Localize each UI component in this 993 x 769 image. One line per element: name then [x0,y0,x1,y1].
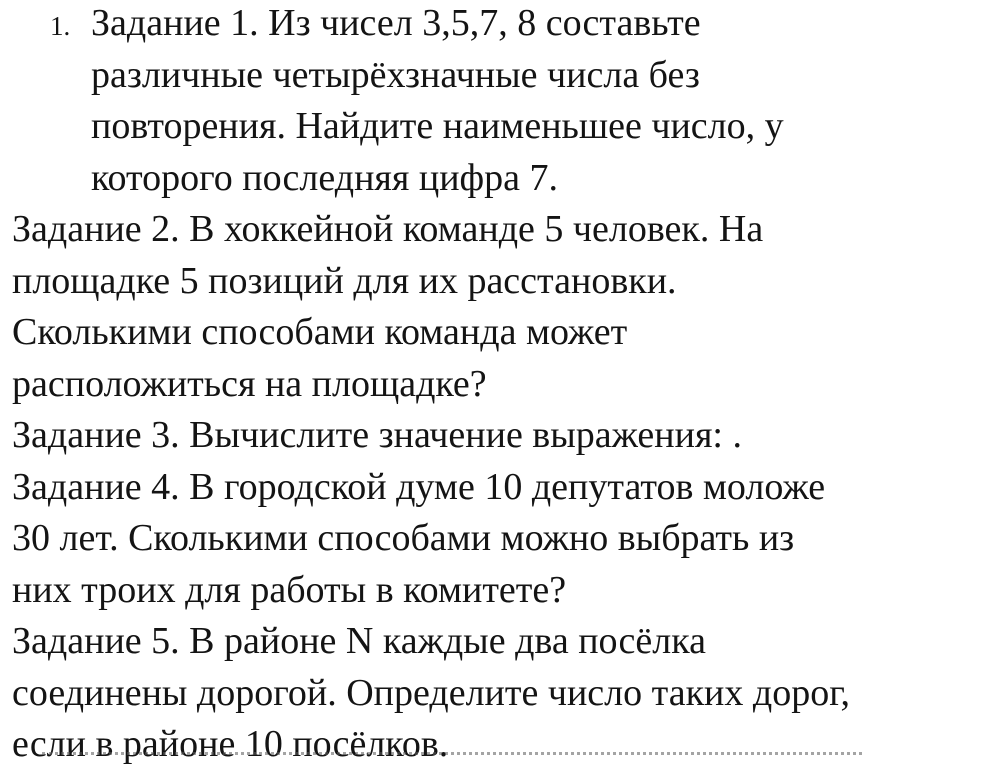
task-4-line-1: Задание 4. В городской думе 10 депутатов моложе [12,465,826,508]
task-1-item [50,0,980,204]
task-2-line-3: Сколькими способами команда может [12,311,628,353]
task-5-line-3: если в районе 10 посёлков. [12,723,449,765]
task-1-line-1: Задание 1. Из чисел 3,5,7, 8 составьте [91,2,701,44]
task-1-line-4: которого последняя цифра 7. [91,156,559,199]
task-1-line-3: повторения. Найдите наименьшее число, у [91,105,784,147]
tasks-2-5-text [12,204,987,769]
task-4-line-2: 30 лет. Сколькими способами можно выбрать из [12,517,795,559]
task-1-line-2: различные четырёхзначные числа без [91,53,700,96]
task-5-line-2: соединены дорогой. Определите число таких дорог, [12,671,851,714]
task-2-line-2: площадке 5 позиций для их расстановки. [12,259,677,302]
task-2-line-4: расположиться на площадке? [12,362,487,405]
cropped-next-line [42,752,987,769]
task-2-line-1: Задание 2. В хоккейной команде 5 человек. На [12,208,764,250]
cropped-text-remnant [42,752,862,759]
task-3-line-1: Задание 3. Вычислите значение выражения: . [12,414,742,456]
task-4-line-3: них троих для работы в комитете? [12,568,567,611]
task-1-list-number: 1. [50,11,71,41]
task-5-line-1: Задание 5. В районе N каждые два посёлка [12,620,706,662]
